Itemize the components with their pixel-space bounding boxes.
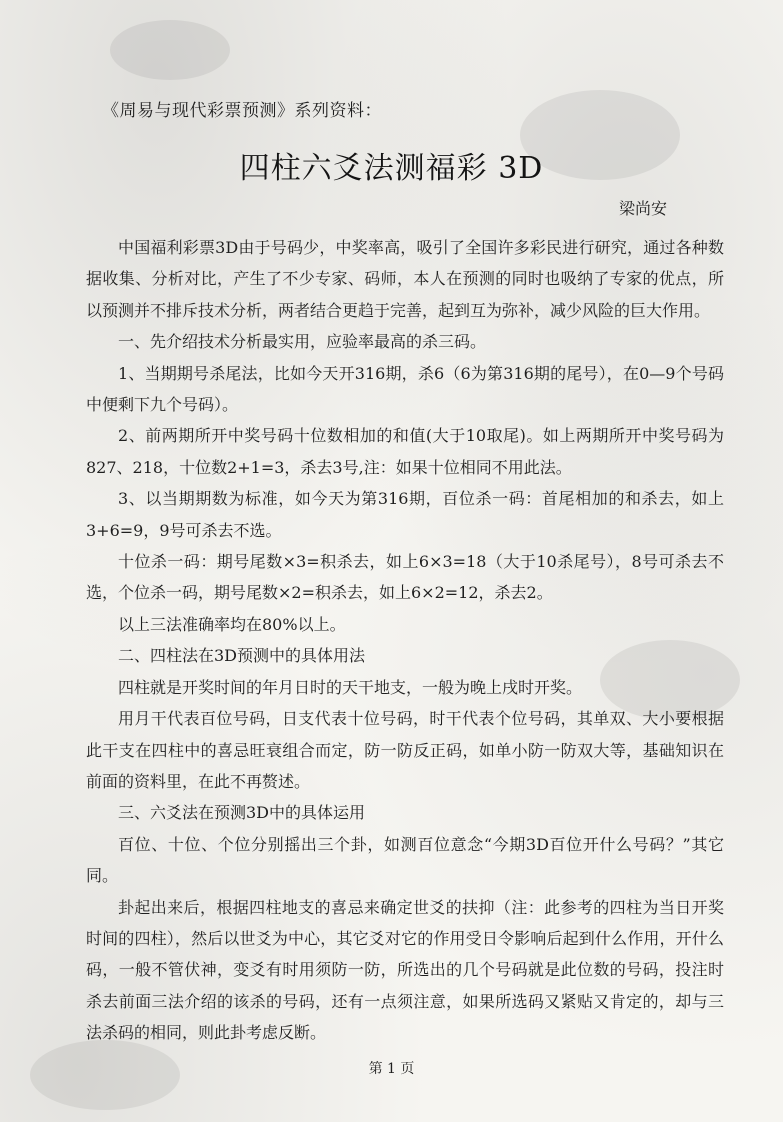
paragraph: 以上三法准确率均在80%以上。 [118, 614, 346, 634]
paragraph: 百位、十位、个位分别摇出三个卦，如测百位意念“今期3D百位开什么号码？”其它同。 [86, 834, 724, 886]
paragraph: 1、当期期号杀尾法，比如今天开316期，杀6（6为第316期的尾号），在0—9个号码中便剩下九个号码）。 [86, 363, 724, 415]
section-heading: 一、先介绍技术分析最实用，应验率最高的杀三码。 [118, 332, 487, 352]
section-heading: 三、六爻法在预测3D中的具体运用 [118, 803, 366, 823]
page-number: 第 1 页 [368, 1061, 415, 1077]
paragraph: 卦起出来后，根据四柱地支的喜忌来确定世爻的扶抑（注：此参考的四柱为当日开奖时间的四柱），然后以世爻为中心，其它爻对它的作用受日令影响后起到什么作用，开什么码，一般不管伏神，变爻有时用须防一防，所选出的几个号码就是此位数的号码，投注时杀去前面三法介绍的该杀的号码，还有一点须注意，如果所选码又紧贴又肯定的，却与三法杀码的相同，则此卦考虑反断。 [86, 897, 724, 1043]
paragraph: 2、前两期所开中奖号码十位数相加的和值(大于10取尾)。如上两期所开中奖号码为827、218，十位数2+1=3，杀去3号,注：如果十位相同不用此法。 [86, 426, 724, 477]
paragraph: 十位杀一码：期号尾数×3=积杀去，如上6×3=18（大于10杀尾号），8号可杀去不选，个位杀一码，期号尾数×2=积杀去，如上6×2=12，杀去2。 [86, 552, 724, 603]
scan-smudge [110, 20, 230, 80]
section-heading: 二、四柱法在3D预测中的具体用法 [118, 646, 366, 666]
paragraph: 用月干代表百位号码，日支代表十位号码，时干代表个位号码，其单双、大小要根据此干支在四柱中的喜忌旺衰组合而定，防一防反正码，如单小防一防双大等，基础知识在前面的资料里，在此不再赘述。 [86, 709, 724, 791]
paragraph: 3、以当期期数为标准，如今天为第316期，百位杀一码：首尾相加的和杀去，如上3+6=9，9号可杀去不选。 [86, 489, 724, 540]
author-name: 梁尚安 [618, 199, 667, 218]
document-body [86, 232, 724, 1049]
page-title: 四柱六爻法测福彩 3D [239, 151, 544, 186]
paragraph: 四柱就是开奖时间的年月日时的天干地支，一般为晚上戌时开奖。 [118, 677, 583, 697]
paragraph: 中国福利彩票3D由于号码少，中奖率高，吸引了全国许多彩民进行研究，通过各种数据收集、分析对比，产生了不少专家、码师，本人在预测的同时也吸纳了专家的优点，所以预测并不排斥技术分析，两者结合更趋于完善，起到互为弥补，减少风险的巨大作用。 [86, 238, 724, 320]
series-heading: 《周易与现代彩票预测》系列资料： [102, 101, 382, 121]
